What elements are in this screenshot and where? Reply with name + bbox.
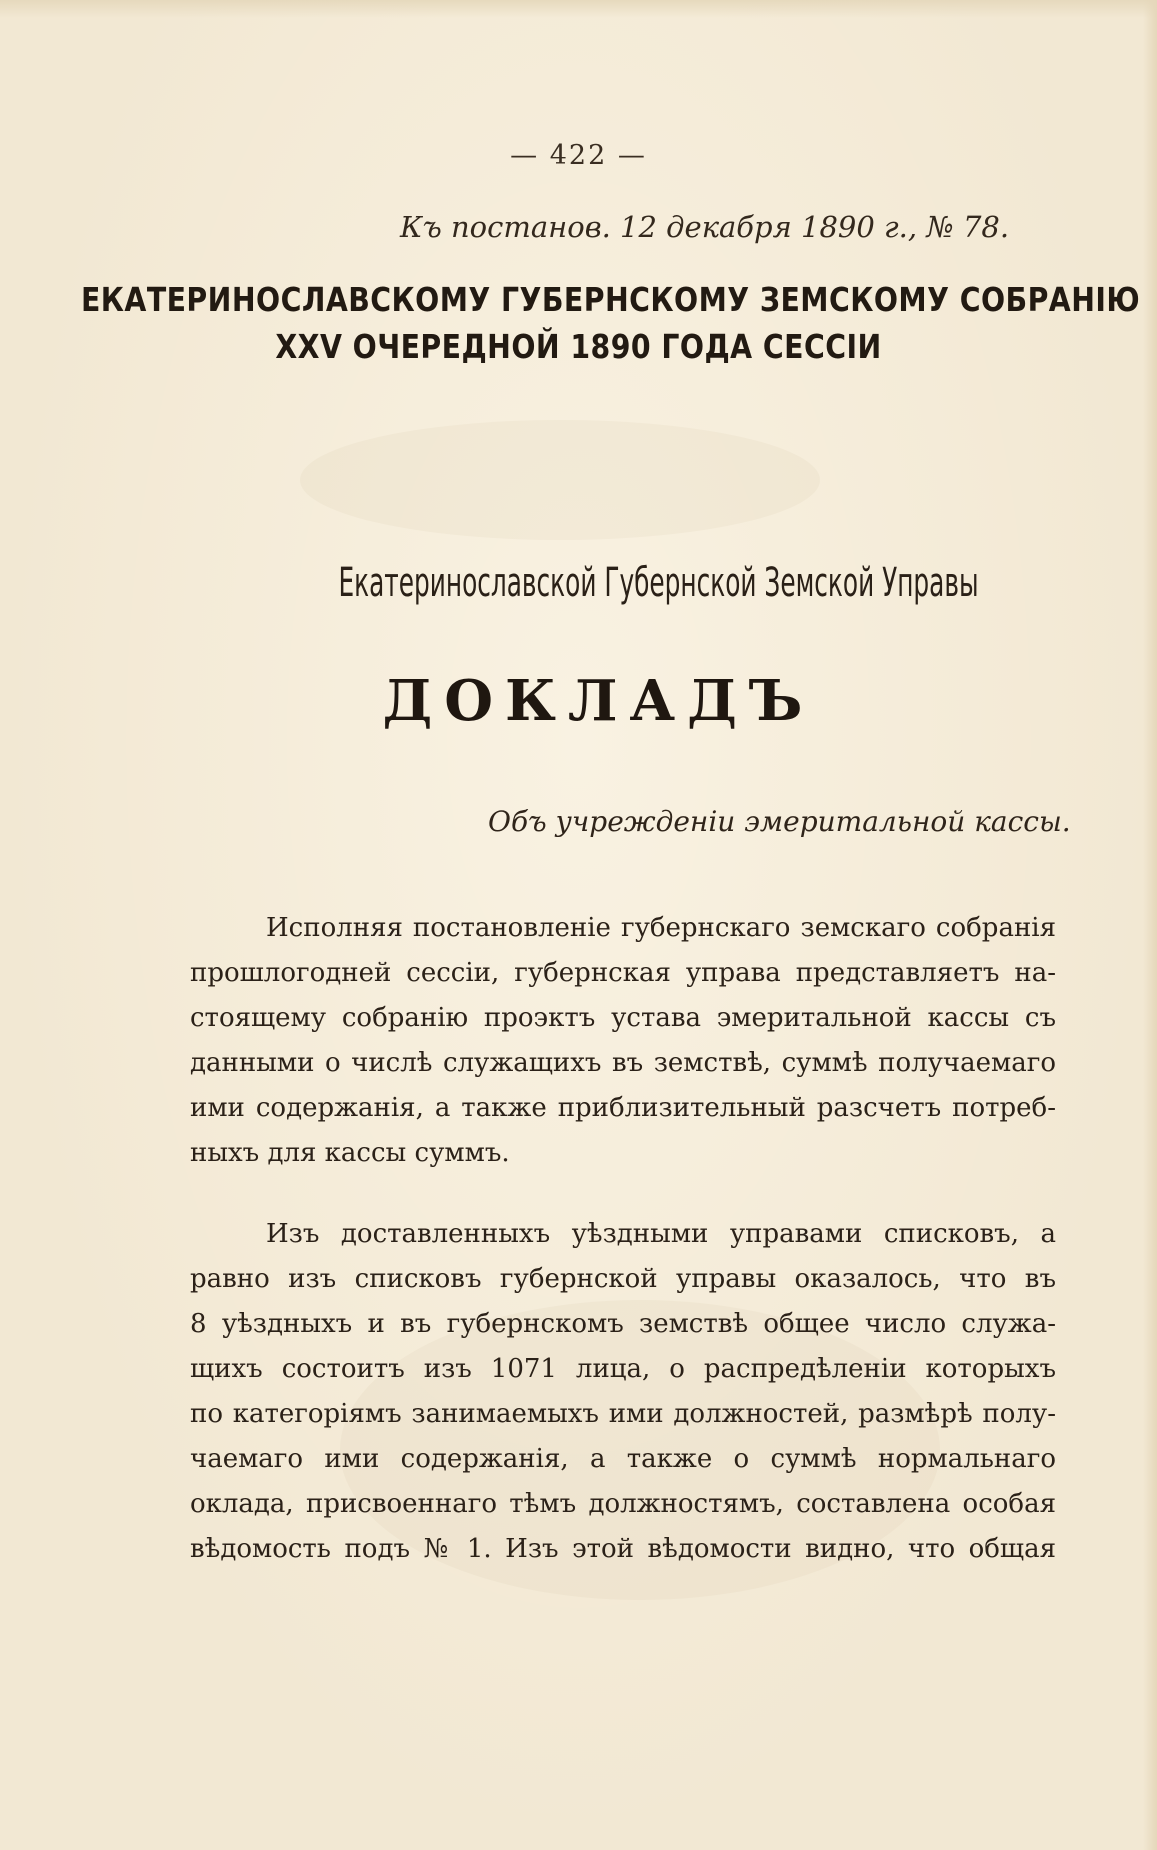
report-subject: Объ учрежденіи эмеритальной кассы. — [488, 805, 1071, 838]
text-line: равно изъ списковъ губернской управы оказалось, что въ — [190, 1264, 1056, 1294]
paper-stain — [300, 420, 820, 540]
page-edge-shadow — [0, 0, 1157, 18]
text-line: по категоріямъ занимаемыхъ ими должностей, размѣрѣ полу- — [190, 1399, 1056, 1429]
text-line: щихъ состоитъ изъ 1071 лица, о распредѣленіи которыхъ — [190, 1354, 1056, 1384]
text-line: Исполняя постановленіе губернскаго земскаго собранія — [266, 913, 1056, 943]
text-line: вѣдомость подъ № 1. Изъ этой вѣдомости видно, что общая — [190, 1534, 1056, 1564]
document-title: ДОКЛАДЪ — [382, 668, 815, 734]
page-edge-shadow-right — [1143, 0, 1157, 1850]
text-line: прошлогодней сессіи, губернская управа представляетъ на- — [190, 958, 1056, 988]
paragraph-2 — [190, 1212, 1056, 1572]
text-line: оклада, присвоеннаго тѣмъ должностямъ, составлена особая — [190, 1489, 1056, 1519]
resolution-reference: Къ постанов. 12 декабря 1890 г., № 78. — [400, 210, 1010, 244]
text-line: ныхъ для кассы суммъ. — [190, 1138, 510, 1168]
heading-line-1: ЕКАТЕРИНОСЛАВСКОМУ ГУБЕРНСКОМУ ЗЕМСКОМУ СОБРАНІЮ — [80, 280, 1141, 319]
text-line: данными о числѣ служащихъ въ земствѣ, суммѣ получаемаго — [190, 1048, 1056, 1078]
text-line: 8 уѣздныхъ и въ губернскомъ земствѣ общее число служа- — [190, 1309, 1056, 1339]
text-line: стоящему собранію проэктъ устава эмеритальной кассы съ — [190, 1003, 1056, 1033]
heading-line-2: XXV ОЧЕРЕДНОЙ 1890 ГОДА СЕССІИ — [275, 327, 882, 366]
text-line: Изъ доставленныхъ уѣздными управами списковъ, а — [266, 1219, 1056, 1249]
page-number: — 422 — — [510, 140, 647, 171]
text-line: ими содержанія, а также приблизительный разсчетъ потреб- — [190, 1093, 1056, 1123]
board-name: Екатеринославской Губернской Земской Управы — [338, 560, 979, 606]
paragraph-1 — [190, 906, 1056, 1176]
text-line: чаемаго ими содержанія, а также о суммѣ нормальнаго — [190, 1444, 1056, 1474]
